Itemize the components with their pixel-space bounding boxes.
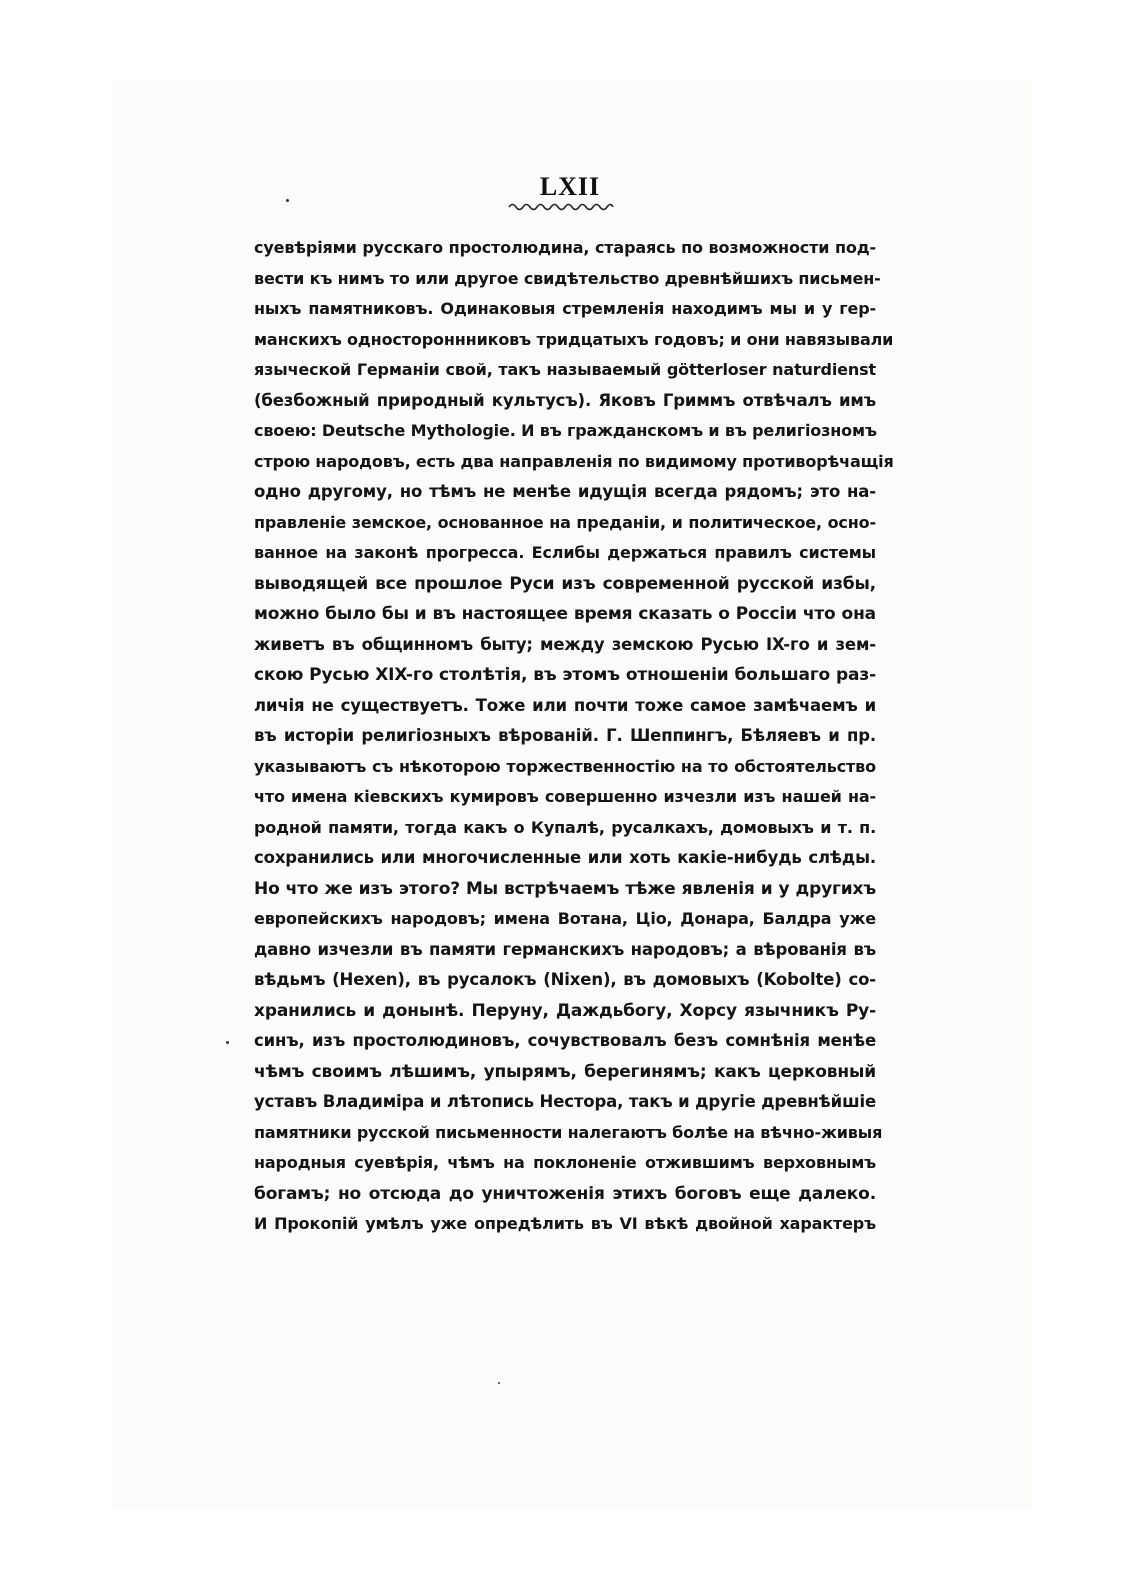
text-line: И Прокопій умѣлъ уже опредѣлить въ VI вѣкѣ двойной характеръ <box>254 1214 876 1233</box>
scan-speck <box>226 1041 229 1044</box>
text-line: въ исторіи религіозныхъ вѣрованій. Г. Шеппингъ, Бѣляевъ и пр. <box>254 726 876 745</box>
text-line: памятники русской письменности налегаютъ болѣе на вѣчно-живыя <box>254 1122 883 1142</box>
text-line: личія не существуетъ. Тоже или почти тоже самое замѣчаемъ и <box>254 695 876 715</box>
scan-speck <box>498 1382 500 1384</box>
text-line: скою Русью XIX-го столѣтія, въ этомъ отношеніи большаго раз- <box>254 665 876 685</box>
text-line: ванное на законѣ прогресса. Еслибы держаться правилъ системы <box>254 543 876 562</box>
text-line: можно было бы и въ настоящее время сказать о Россіи что она <box>254 604 876 624</box>
text-line: уставъ Владиміра и лѣтопись Нестора, такъ и другіе древнѣйшіе <box>254 1092 876 1111</box>
text-line: строю народовъ, есть два направленія по видимому противорѣчащія <box>254 451 894 471</box>
page-number: LXII <box>539 172 601 201</box>
decorative-wavy-rule <box>507 201 615 213</box>
text-line: родной памяти, тогда какъ о Купалѣ, русалкахъ, домовыхъ и т. п. <box>254 817 876 837</box>
text-line: вѣдьмъ (Hexen), въ русалокъ (Nixen), въ домовыхъ (Kobolte) со- <box>254 970 876 989</box>
text-line: языческой Германіи свой, такъ называемый götterloser naturdienst <box>254 360 876 379</box>
text-line: (безбожный природный культусъ). Яковъ Гриммъ отвѣчалъ имъ <box>254 390 876 410</box>
text-line: ныхъ памятниковъ. Одинаковыя стремленія находимъ мы и у гер- <box>254 299 876 318</box>
text-line: народныя суевѣрія, чѣмъ на поклоненіе отжившимъ верховнымъ <box>254 1153 876 1172</box>
text-line: своею: Deutsche Mythologie. И въ гражданскомъ и въ религіозномъ <box>254 421 877 440</box>
text-line: богамъ; но отсюда до уничтоженія этихъ боговъ еще далеко. <box>254 1183 876 1204</box>
text-line: европейскихъ народовъ; имена Вотана, Ціо, Донара, Балдра уже <box>254 909 876 928</box>
text-line: хранились и донынѣ. Перуну, Даждьбогу, Хорсу язычникъ Ру- <box>254 1000 876 1021</box>
text-line: чѣмъ своимъ лѣшимъ, упырямъ, берегинямъ; какъ церковный <box>254 1061 876 1082</box>
text-line: суевѣріями русскаго простолюдина, стараясь по возможности под- <box>254 238 876 257</box>
text-line: манскихъ одностороннниковъ тридцатыхъ годовъ; и они навязывали <box>254 329 894 349</box>
text-line: вести къ нимъ то или другое свидѣтельство древнѣйшихъ письмен- <box>254 268 881 288</box>
text-line: живетъ въ общинномъ быту; между земскою Русью IX-го и зем- <box>254 634 876 654</box>
text-line: давно изчезли въ памяти германскихъ народовъ; а вѣрованія въ <box>254 939 876 959</box>
text-line: правленіе земское, основанное на преданіи, и политическое, осно- <box>254 512 876 532</box>
text-line: сохранились или многочисленные или хоть какіе-нибудь слѣды. <box>254 848 876 867</box>
body-text <box>254 233 894 1240</box>
text-line: указываютъ съ нѣкоторою торжественностію на то обстоятельство <box>254 756 876 776</box>
text-line: одно другому, но тѣмъ не менѣе идущія всегда рядомъ; это на- <box>254 482 876 501</box>
text-line: что имена кіевскихъ кумировъ совершенно изчезли изъ нашей на- <box>254 787 876 806</box>
text-line: Но что же изъ этого? Мы встрѣчаемъ тѣже явленія и у другихъ <box>254 878 876 899</box>
text-line: выводящей все прошлое Руси изъ современной русской избы, <box>254 573 876 594</box>
text-line: синъ, изъ простолюдиновъ, сочувствовалъ безъ сомнѣнія менѣе <box>254 1031 876 1050</box>
